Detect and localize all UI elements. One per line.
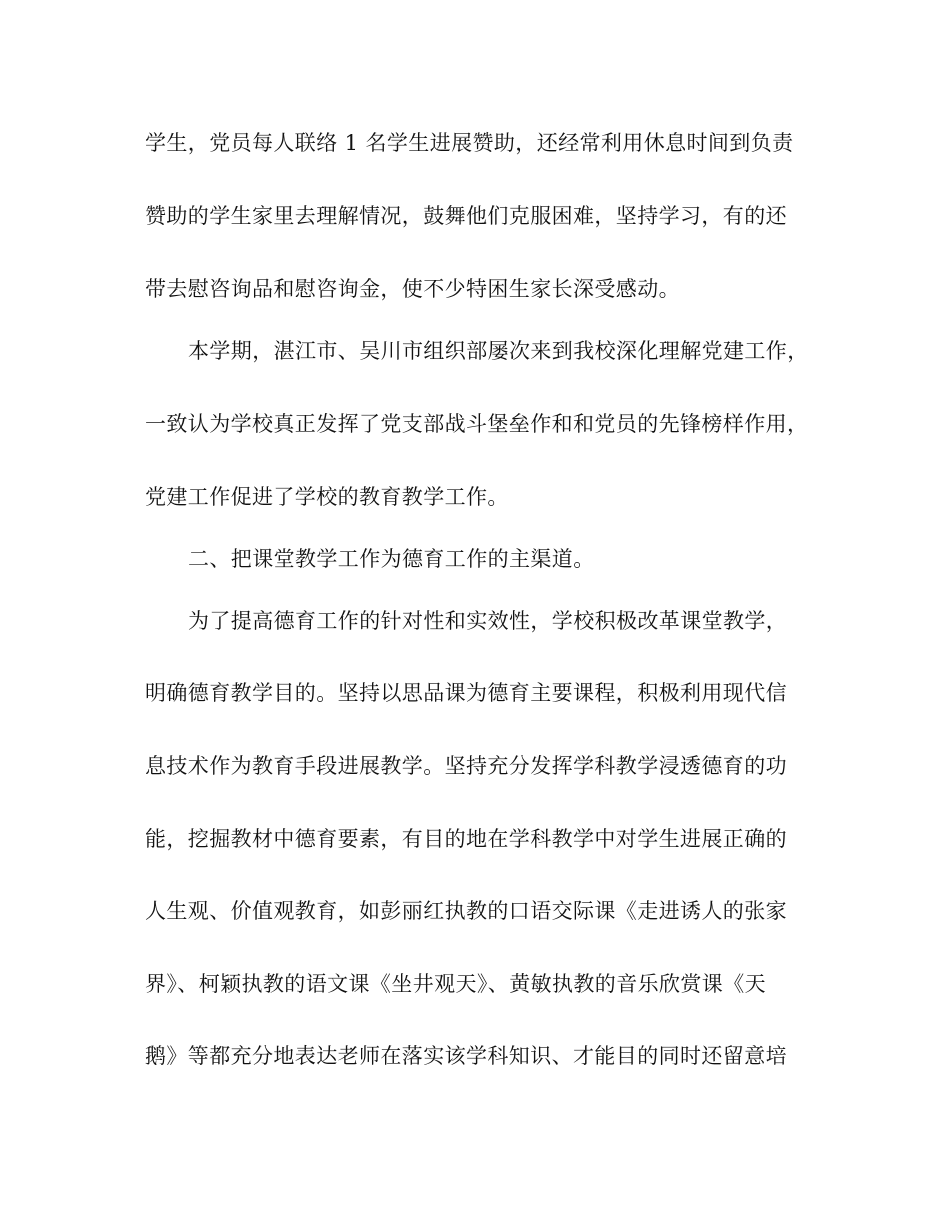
- text-line-2: 赞助的学生家里去理解情况，鼓舞他们克服困难，坚持学习，有的还: [145, 204, 787, 228]
- text-line-9: 明确德育教学目的。坚持以思品课为德育主要课程，积极利用现代信: [145, 681, 787, 705]
- text-line-5: 一致认为学校真正发挥了党支部战斗堡垒作和和党员的先锋榜样作用，: [145, 412, 809, 436]
- section-heading: 二、把课堂教学工作为德育工作的主渠道。: [188, 547, 595, 571]
- text-line-13: 界》、柯颖执教的语文课《坐井观天》、黄敏执教的音乐欣赏课《天: [145, 972, 766, 996]
- text-line-6: 党建工作促进了学校的教育教学工作。: [145, 485, 509, 509]
- text-line-12: 人生观、价值观教育，如彭丽红执教的口语交际课《走进诱人的张家: [145, 899, 787, 923]
- text-line-14: 鹅》等都充分地表达老师在落实该学科知识、才能目的同时还留意培: [145, 1044, 787, 1068]
- text-line-8: 为了提高德育工作的针对性和实效性，学校积极改革课堂教学，: [188, 609, 788, 633]
- text-line-4: 本学期，湛江市、吴川市组织部屡次来到我校深化理解党建工作，: [188, 339, 809, 363]
- text-line-11: 能，挖掘教材中德育要素，有目的地在学科教学中对学生进展正确的: [145, 827, 787, 851]
- text-line-10: 息技术作为教育手段进展教学。坚持充分发挥学科教学浸透德育的功: [145, 754, 787, 778]
- text-line-1: 学生，党员每人联络 1 名学生进展赞助，还经常利用休息时间到负责: [145, 131, 794, 155]
- text-line-3: 带去慰咨询品和慰咨询金，使不少特困生家长深受感动。: [145, 277, 680, 301]
